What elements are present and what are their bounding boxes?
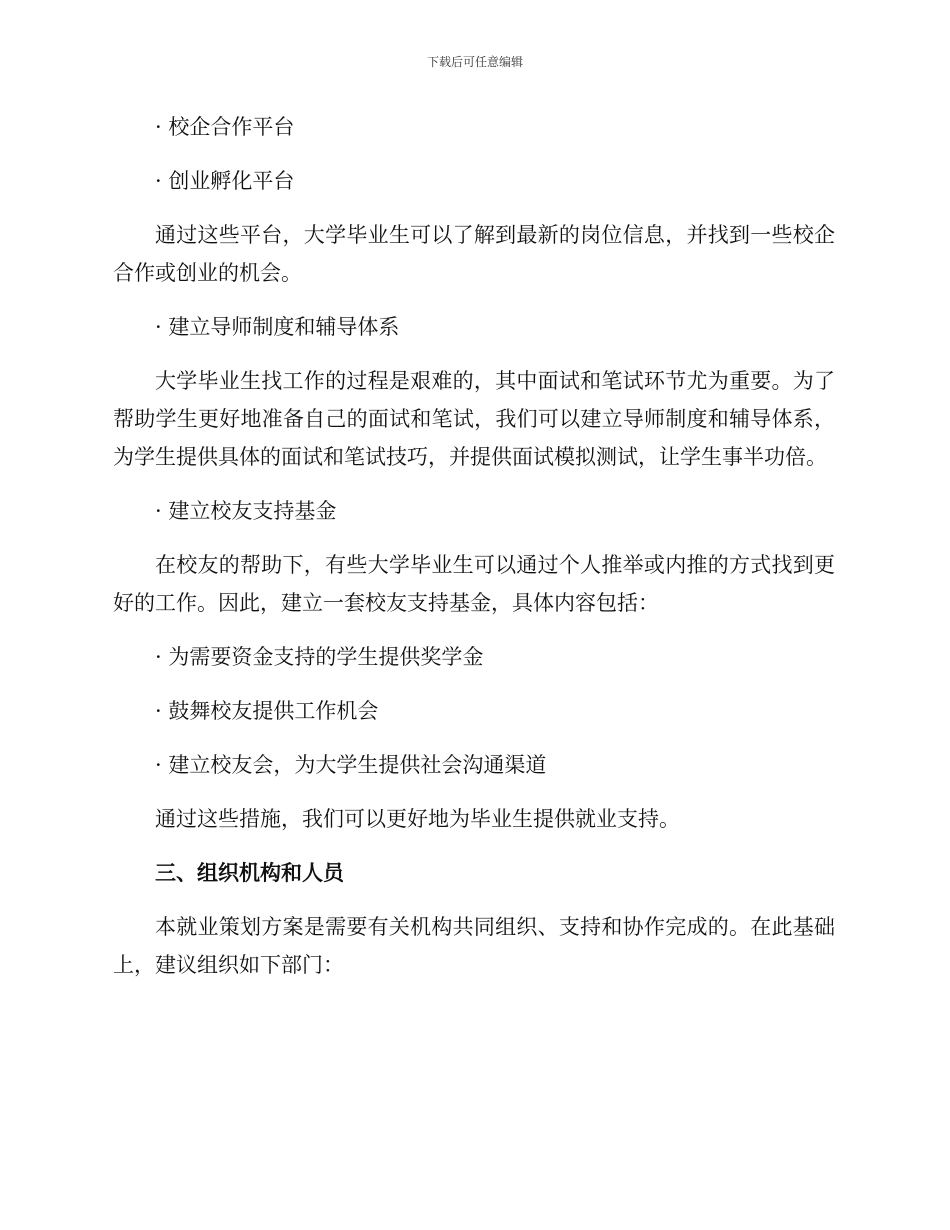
paragraph-measures-summary: 通过这些措施，我们可以更好地为毕业生提供就业支持。 — [155, 807, 680, 831]
paragraph-organization: 本就业策划方案是需要有关机构共同组织、支持和协作完成的。在此基础上，建议组织如下部门： — [113, 915, 835, 977]
bullet-scholarship: · 为需要资金支持的学生提供奖学金 — [155, 645, 484, 669]
bullet-alumni-fund: · 建立校友支持基金 — [155, 499, 337, 523]
bullet-mentor-system: · 建立导师制度和辅导体系 — [155, 315, 400, 339]
paragraph-alumni-fund: 在校友的帮助下，有些大学毕业生可以通过个人推举或内推的方式找到更好的工作。因此，建立一套校友支持基金，具体内容包括： — [113, 553, 835, 615]
bullet-alumni-job-opportunities: · 鼓舞校友提供工作机会 — [155, 699, 379, 723]
document-content — [113, 108, 835, 1000]
bullet-school-enterprise-platform: · 校企合作平台 — [155, 115, 295, 139]
paragraph-platforms-summary: 通过这些平台，大学毕业生可以了解到最新的岗位信息，并找到一些校企合作或创业的机会。 — [113, 223, 835, 285]
section-heading-organization: 三、组织机构和人员 — [155, 861, 344, 885]
page-header: 下载后可任意编辑 — [426, 55, 523, 69]
bullet-startup-incubation-platform: · 创业孵化平台 — [155, 169, 295, 193]
bullet-alumni-association: · 建立校友会，为大学生提供社会沟通渠道 — [155, 753, 547, 777]
paragraph-mentor-system: 大学毕业生找工作的过程是艰难的，其中面试和笔试环节尤为重要。为了帮助学生更好地准备自己的面试和笔试，我们可以建立导师制度和辅导体系，为学生提供具体的面试和笔试技巧，并提供面试模拟测试，让学生事半功倍。 — [113, 369, 835, 469]
